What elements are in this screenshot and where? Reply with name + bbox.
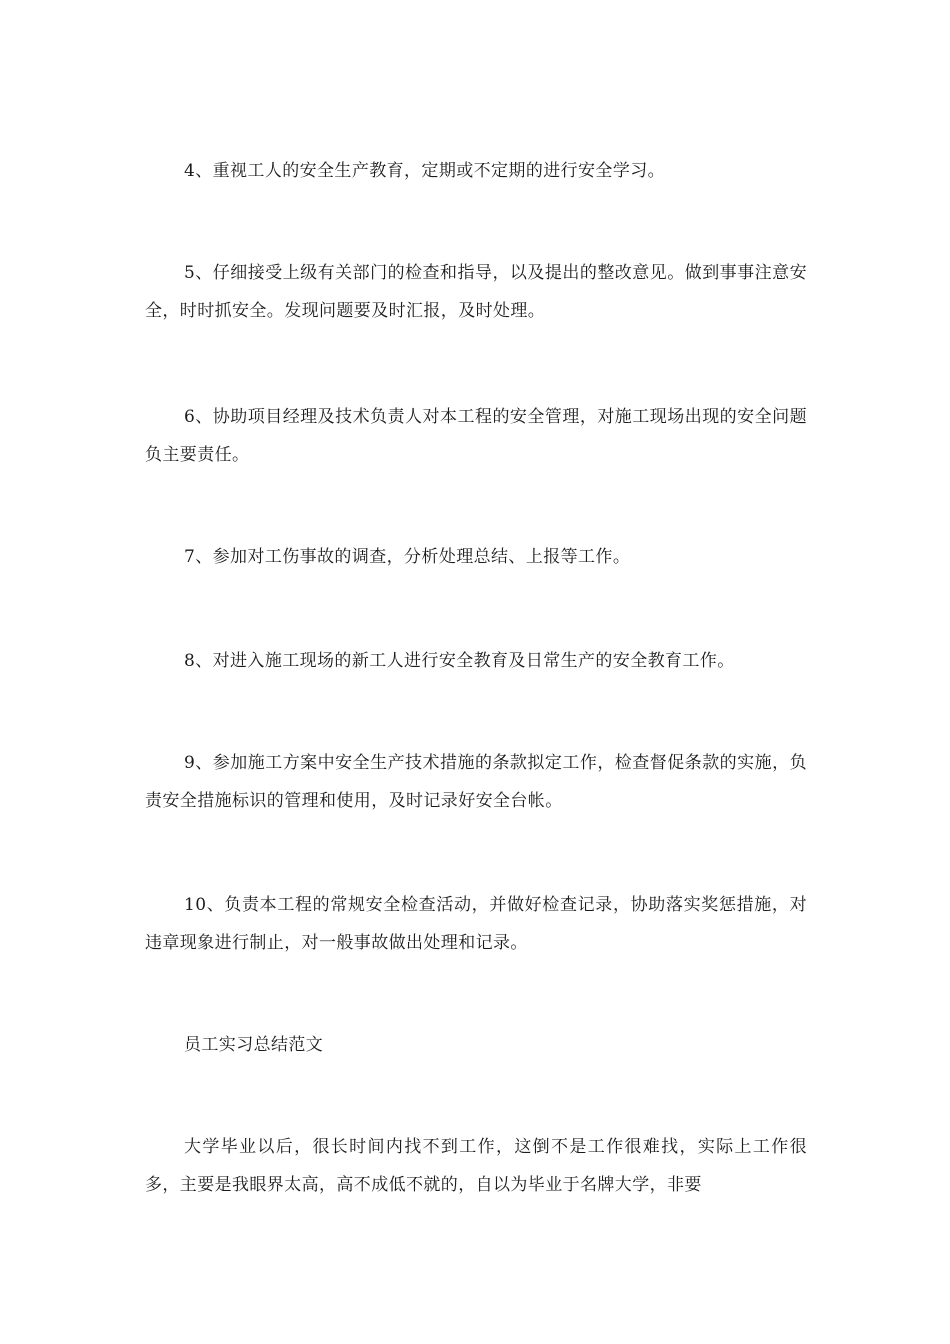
paragraph-item-8: 8、对进入施工现场的新工人进行安全教育及日常生产的安全教育工作。: [184, 651, 735, 671]
paragraph-item-9: 9、参加施工方案中安全生产技术措施的条款拟定工作，检查督促条款的实施，负责安全措施标识的管理和使用，及时记录好安全台帐。: [145, 753, 807, 811]
section-heading: 员工实习总结范文: [184, 1035, 324, 1055]
paragraph-item-5: 5、仔细接受上级有关部门的检查和指导，以及提出的整改意见。做到事事注意安全，时时抓安全。发现问题要及时汇报，及时处理。: [145, 263, 807, 321]
paragraph-item-7: 7、参加对工伤事故的调查，分析处理总结、上报等工作。: [184, 547, 631, 567]
intro-paragraph: 大学毕业以后，很长时间内找不到工作，这倒不是工作很难找，实际上工作很多，主要是我眼界太高，高不成低不就的，自以为毕业于名牌大学，非要: [145, 1137, 807, 1195]
paragraph-item-6: 6、协助项目经理及技术负责人对本工程的安全管理，对施工现场出现的安全问题负主要责任。: [145, 407, 807, 465]
paragraph-item-10: 10、负责本工程的常规安全检查活动，并做好检查记录，协助落实奖惩措施，对违章现象进行制止，对一般事故做出处理和记录。: [145, 895, 807, 953]
paragraph-item-4: 4、重视工人的安全生产教育，定期或不定期的进行安全学习。: [184, 161, 666, 181]
